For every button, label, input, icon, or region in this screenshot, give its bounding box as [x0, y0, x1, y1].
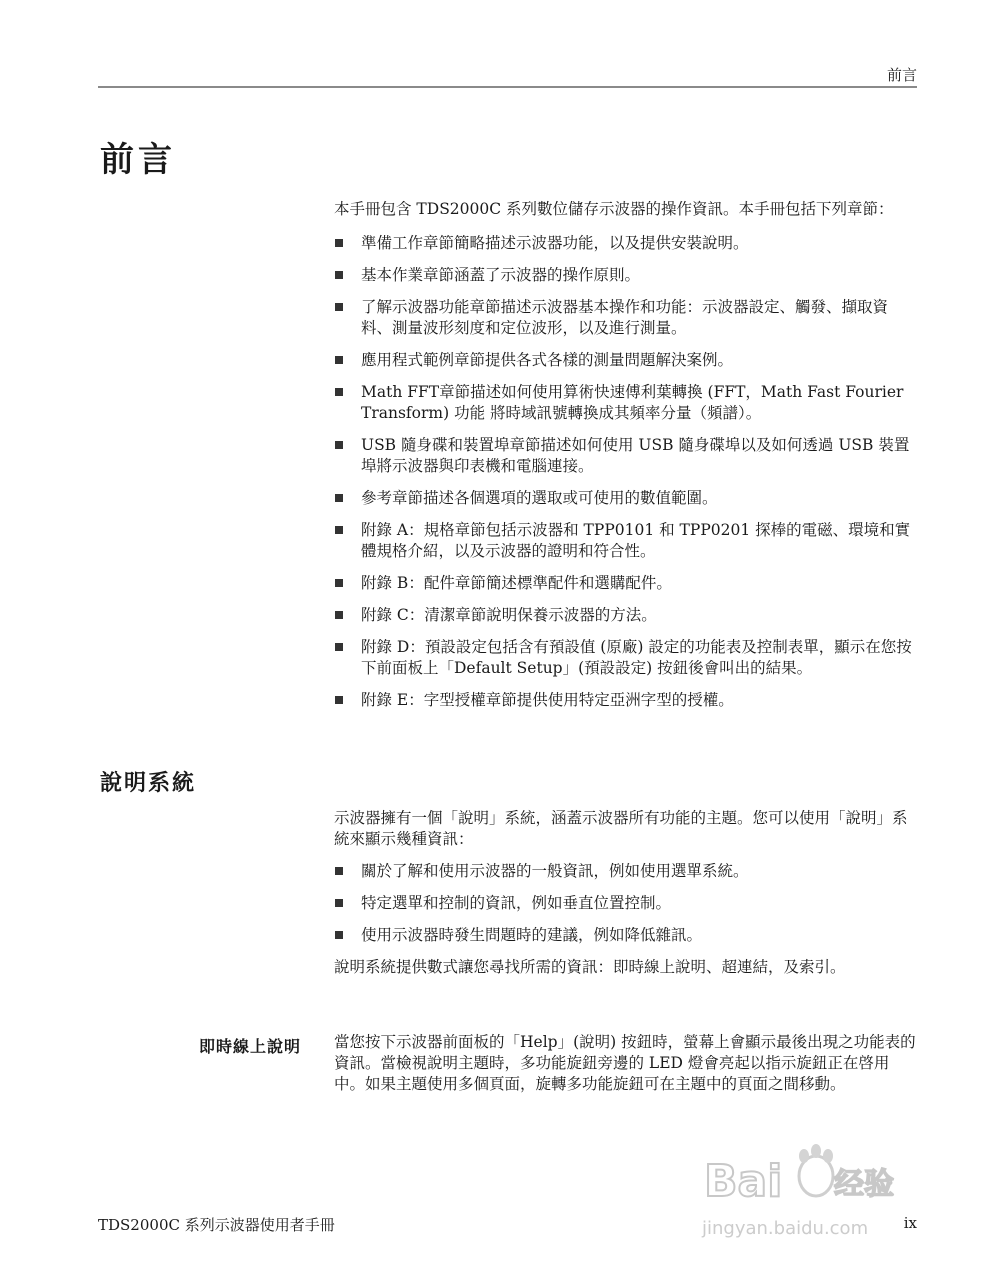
help-list	[334, 861, 917, 946]
list-item: 附錄 D：預設設定包括含有預設值 (原廠) 設定的功能表及控制表單，顯示在您按下前面板上「Default Setup」(預設設定) 按鈕後會叫出的結果。	[334, 637, 917, 679]
list-item: 了解示波器功能章節描述示波器基本操作和功能：示波器設定、觸發、擷取資料、測量波形刻度和定位波形，以及進行測量。	[334, 297, 917, 339]
online-help-section	[334, 1032, 917, 1095]
bullet-icon	[335, 579, 343, 587]
online-help-title: 即時線上說明	[198, 1037, 301, 1056]
list-item: 基本作業章節涵蓋了示波器的操作原則。	[334, 265, 917, 286]
running-header: 前言	[886, 66, 917, 84]
help-section-title: 說明系統	[100, 771, 197, 796]
bullet-icon	[335, 931, 343, 939]
bullet-icon	[335, 696, 343, 704]
bullet-icon	[335, 388, 343, 396]
list-item: 附錄 A：規格章節包括示波器和 TPP0101 和 TPP0201 探棒的電磁、環境和實體規格介紹，以及示波器的證明和符合性。	[334, 520, 917, 562]
footer-page-number: ix	[903, 1214, 917, 1232]
list-item: Math FFT章節描述如何使用算術快速傅利葉轉換 (FFT，Math Fast Fourier Transform) 功能 將時域訊號轉換成其頻率分量（頻譜）。	[334, 382, 917, 424]
list-item: 應用程式範例章節提供各式各樣的測量問題解決案例。	[334, 350, 917, 371]
svg-text:Bai: Bai	[704, 1156, 783, 1207]
chapter-list	[334, 233, 917, 711]
help-paragraph: 示波器擁有一個「說明」系統，涵蓋示波器所有功能的主題。您可以使用「說明」系統來顯示幾種資訊：	[334, 809, 908, 848]
list-item: 準備工作章節簡略描述示波器功能，以及提供安裝說明。	[334, 233, 917, 254]
header-rule	[98, 86, 917, 88]
bullet-icon	[335, 526, 343, 534]
page-title: 前言	[100, 140, 176, 180]
bullet-icon	[335, 643, 343, 651]
list-item: 特定選單和控制的資訊，例如垂直位置控制。	[334, 893, 917, 914]
svg-text:经验: 经验	[834, 1167, 894, 1202]
bullet-icon	[335, 494, 343, 502]
list-item: USB 隨身碟和裝置埠章節描述如何使用 USB 隨身碟埠以及如何透過 USB 裝置埠將示波器與印表機和電腦連接。	[334, 435, 917, 477]
footer-manual-title: TDS2000C 系列示波器使用者手冊	[98, 1216, 335, 1234]
help-section	[334, 808, 917, 978]
bullet-icon	[335, 271, 343, 279]
list-item: 附錄 E：字型授權章節提供使用特定亞洲字型的授權。	[334, 690, 917, 711]
svg-text:jingyan.baidu.com: jingyan.baidu.com	[702, 1218, 869, 1239]
list-item: 附錄 B：配件章節簡述標準配件和選購配件。	[334, 573, 917, 594]
bullet-icon	[335, 356, 343, 364]
bullet-icon	[335, 239, 343, 247]
bullet-icon	[335, 303, 343, 311]
baidu-jingyan-watermark-icon	[700, 1140, 930, 1250]
intro-section	[334, 199, 917, 711]
list-item: 附錄 C：清潔章節說明保養示波器的方法。	[334, 605, 917, 626]
bullet-icon	[335, 441, 343, 449]
list-item: 使用示波器時發生問題時的建議，例如降低雜訊。	[334, 925, 917, 946]
intro-paragraph: 本手冊包含 TDS2000C 系列數位儲存示波器的操作資訊。本手冊包括下列章節：	[334, 200, 894, 218]
list-item: 關於了解和使用示波器的一般資訊，例如使用選單系統。	[334, 861, 917, 882]
online-help-paragraph: 當您按下示波器前面板的「Help」(說明) 按鈕時，螢幕上會顯示最後出現之功能表的資訊。當檢視說明主題時，多功能旋鈕旁邊的 LED 燈會亮起以指示旋鈕正在啓用中。如果主題使用多個頁面，旋轉多功能旋鈕可在主題中的頁面之間移動。	[334, 1033, 916, 1093]
bullet-icon	[335, 867, 343, 875]
list-item: 參考章節描述各個選項的選取或可使用的數值範圍。	[334, 488, 917, 509]
bullet-icon	[335, 611, 343, 619]
bullet-icon	[335, 899, 343, 907]
help-closing-paragraph: 說明系統提供數式讓您尋找所需的資訊：即時線上說明、超連結，及索引。	[334, 958, 846, 976]
